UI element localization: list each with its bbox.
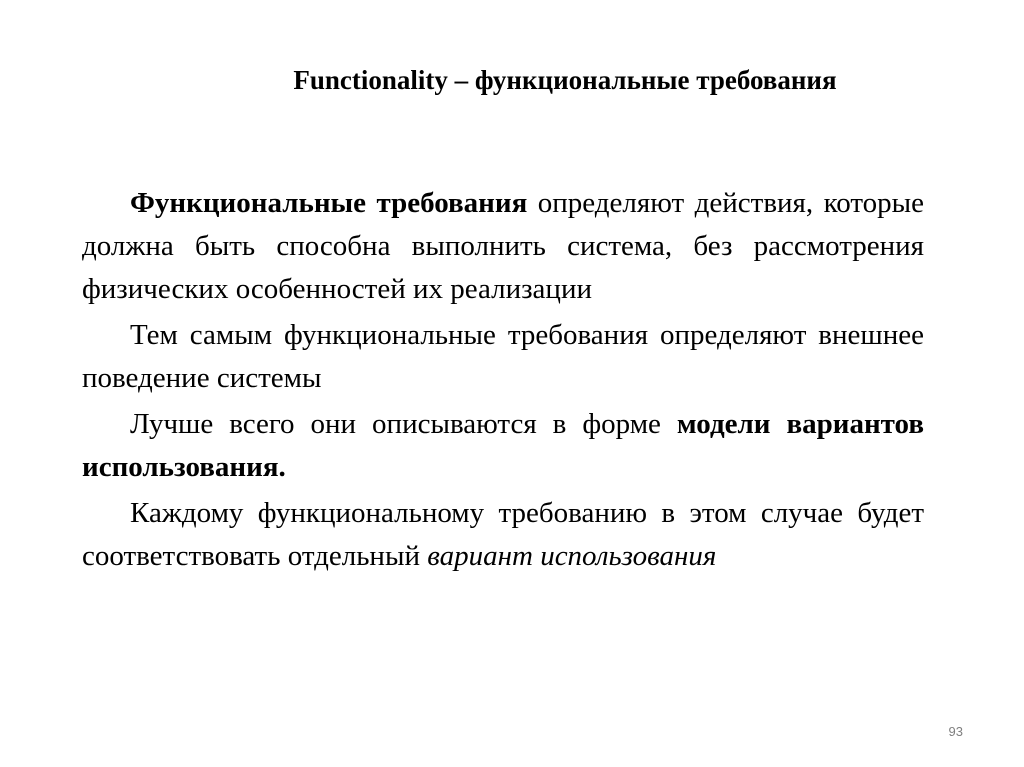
paragraph-4-text: Каждому функциональному требованию в этом случае будет соответствовать отдельный bbox=[82, 497, 924, 572]
term-use-case-model: модели вариантов использования. bbox=[82, 408, 924, 483]
paragraph-3 bbox=[82, 403, 924, 489]
slide-body bbox=[82, 182, 924, 581]
paragraph-1-text: определяют действия, которые должна быть способна выполнить система, без рассмотрения физических особенностей их реализации bbox=[82, 187, 924, 305]
term-functional-requirements: Функциональные требования bbox=[130, 187, 528, 219]
paragraph-2 bbox=[82, 314, 924, 400]
paragraph-3-text: Лучше всего они описываются в форме bbox=[130, 408, 677, 440]
term-use-case: вариант использования bbox=[427, 540, 717, 572]
paragraph-1 bbox=[82, 182, 924, 311]
paragraph-2-text: Тем самым функциональные требования определяют внешнее поведение системы bbox=[82, 319, 924, 394]
page-number: 93 bbox=[948, 724, 963, 739]
slide-title: Functionality – функциональные требования bbox=[293, 65, 837, 95]
paragraph-4 bbox=[82, 492, 924, 578]
